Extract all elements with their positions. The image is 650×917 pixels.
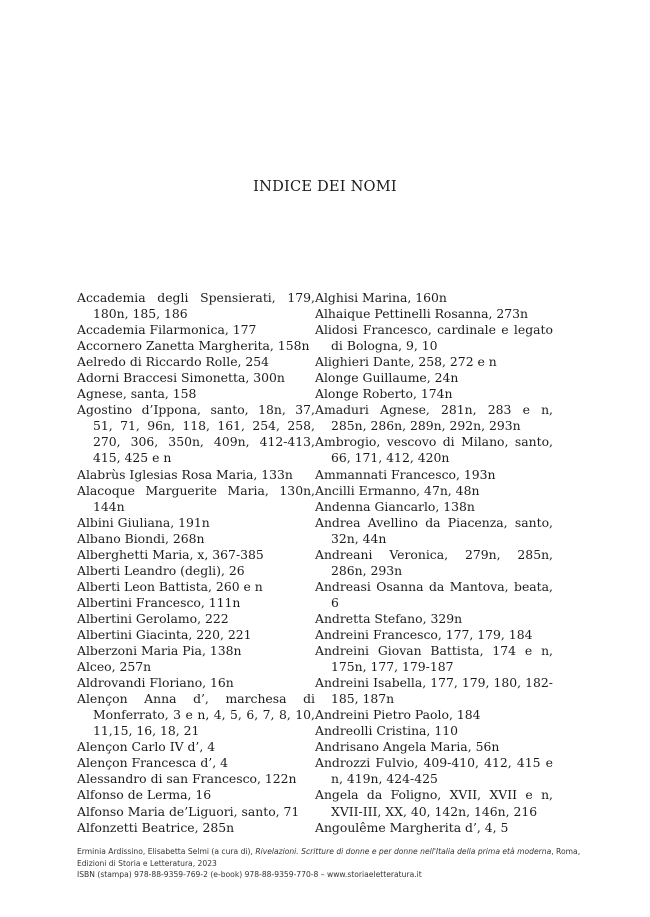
- index-entry: Andreini Giovan Battista, 174 e n, 175n, 177, 179-187: [315, 643, 553, 675]
- index-entry: Alacoque Marguerite Maria, 130n, 144n: [77, 482, 315, 514]
- index-entry: Ammannati Francesco, 193n: [315, 466, 496, 482]
- index-entry: Angela da Foligno, XVII, XVII e n, XVII-III, XX, 40, 142n, 146n, 216: [315, 787, 553, 819]
- index-entry: Aelredo di Riccardo Rolle, 254: [77, 354, 270, 370]
- index-entry: Albertini Gerolamo, 222: [77, 610, 229, 626]
- index-entry: Andreolli Cristina, 110: [315, 723, 458, 739]
- index-entry: Aldrovandi Floriano, 16n: [77, 675, 234, 691]
- index-entry: Andreini Isabella, 177, 179, 180, 182-185, 187n: [315, 675, 553, 707]
- index-entry: Ambrogio, vescovo di Milano, santo, 66, 171, 412, 420n: [315, 434, 553, 466]
- index-entry: Alhaique Pettinelli Rosanna, 273n: [315, 306, 528, 322]
- index-entry: Adorni Braccesi Simonetta, 300n: [77, 370, 285, 386]
- index-entry: Alghisi Marina, 160n: [315, 290, 447, 305]
- index-entry: Alfonzetti Beatrice, 285n: [77, 819, 235, 835]
- index-entry: Alonge Roberto, 174n: [315, 386, 453, 402]
- index-entry: Agnese, santa, 158: [77, 386, 197, 402]
- index-entry: Alberzoni Maria Pia, 138n: [77, 643, 242, 659]
- index-entry: Alabrùs Iglesias Rosa Maria, 133n: [77, 466, 293, 482]
- index-entry: Alberghetti Maria, x, 367-385: [77, 546, 264, 562]
- index-entry: Angoulême Margherita d’, 4, 5: [315, 819, 509, 835]
- colophon-isbn: ISBN (stampa) 978-88-9359-769-2 (e-book) 978-88-9359-770-8 – www.storiaeletteratura.it: [77, 870, 422, 880]
- index-entry: Agostino d’Ippona, santo, 18n, 37, 51, 71, 96n, 118, 161, 254, 258, 270, 306, 350n, 409n, 412-413, 415, 425 e n: [77, 402, 315, 466]
- index-entry: Alençon Carlo IV d’, 4: [77, 739, 216, 755]
- index-entry: Androzzi Fulvio, 409-410, 412, 415 e n, 419n, 424-425: [315, 755, 553, 787]
- index-entry: Alidosi Francesco, cardinale e legato di Bologna, 9, 10: [315, 322, 553, 354]
- index-column-right: [315, 290, 553, 836]
- index-entry: Alceo, 257n: [77, 659, 152, 675]
- index-entry: Alençon Francesca d’, 4: [77, 755, 228, 771]
- index-entry: Alighieri Dante, 258, 272 e n: [315, 354, 497, 370]
- index-entry: Alessandro di san Francesco, 122n: [77, 771, 297, 787]
- index-entry: Albertini Francesco, 111n: [77, 594, 241, 610]
- index-entry: Andreani Veronica, 279n, 285n, 286n, 293n: [315, 546, 553, 578]
- index-entry: Albertini Giacinta, 220, 221: [77, 626, 252, 642]
- colophon-authors: Erminia Ardissino, Elisabetta Selmi (a cura di),: [77, 847, 256, 856]
- index-entry: Andreasi Osanna da Mantova, beata, 6: [315, 578, 553, 610]
- index-entry: Andenna Giancarlo, 138n: [315, 498, 475, 514]
- index-entry: Accademia Filarmonica, 177: [77, 322, 257, 338]
- index-entry: Amaduri Agnese, 281n, 283 e n, 285n, 286n, 289n, 292n, 293n: [315, 402, 553, 434]
- index-entry: Andrea Avellino da Piacenza, santo, 32n, 44n: [315, 514, 553, 546]
- index-entry: Accornero Zanetta Margherita, 158n: [77, 338, 310, 354]
- colophon-place: , Roma,: [551, 847, 581, 856]
- index-entry: Alençon Anna d’, marchesa di Monferrato, 3 e n, 4, 5, 6, 7, 8, 10, 11,15, 16, 18, 21: [77, 691, 315, 739]
- index-entry: Alberti Leon Battista, 260 e n: [77, 578, 263, 594]
- colophon-citation: [77, 846, 581, 858]
- colophon-publisher: Edizioni di Storia e Letteratura, 2023: [77, 858, 217, 868]
- index-entry: Accademia degli Spensierati, 179, 180n, 185, 186: [77, 290, 315, 322]
- colophon-book-title: Rivelazioni. Scritture di donne e per donne nell'Italia della prima età moderna: [255, 847, 552, 856]
- index-entry: Ancilli Ermanno, 47n, 48n: [315, 482, 480, 498]
- index-entry: Alberti Leandro (degli), 26: [77, 562, 245, 578]
- colophon: [77, 846, 581, 881]
- index-column-left: [77, 290, 315, 836]
- index-entry: Andreini Pietro Paolo, 184: [315, 707, 481, 723]
- index-entry: Albini Giuliana, 191n: [77, 514, 210, 530]
- index-entry: Albano Biondi, 268n: [77, 530, 205, 546]
- index-entry: Alfonso de Lerma, 16: [77, 787, 212, 803]
- index-entry: Alonge Guillaume, 24n: [315, 370, 459, 386]
- index-entry: Andretta Stefano, 329n: [315, 610, 463, 626]
- page-title: INDICE DEI NOMI: [253, 178, 397, 195]
- index-entry: Andreini Francesco, 177, 179, 184: [315, 626, 533, 642]
- index-entry: Alfonso Maria de’Liguori, santo, 71: [77, 803, 300, 819]
- index-entry: Andrisano Angela Maria, 56n: [315, 739, 500, 755]
